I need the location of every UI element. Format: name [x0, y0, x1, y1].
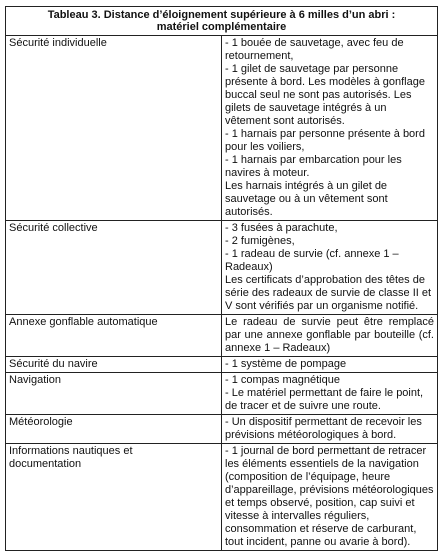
- row-category-cell: [6, 36, 222, 221]
- row-content-line: Les harnais intégrés à un gilet de sauvetage ou à un vêtement sont autorisés.: [225, 180, 388, 218]
- table-caption: [6, 7, 438, 36]
- row-content-line: - 1 compas magnétique: [225, 374, 340, 386]
- row-content-line: - 1 journal de bord permettant de retracer les éléments essentiels de la navigation (composition de l’équipage, heure d’appareillage, prévisions météorologiques et temps observé, position, cap suivi et vitesse à intervalles réguliers, consommation et réserve de carburant, tout incident, panne ou avarie à bord).: [225, 445, 434, 548]
- table-row: [6, 444, 438, 551]
- row-category-cell: [6, 357, 222, 373]
- row-content-line: - Le matériel permettant de faire le point, de tracer et de suivre une route.: [225, 387, 424, 412]
- table-row: [6, 373, 438, 415]
- row-content-line: - 2 fumigènes,: [225, 235, 295, 247]
- row-content-line: - 1 gilet de sauvetage par personne présente à bord. Les modèles à gonflage buccal seul ne sont pas autorisés. Les gilets de sauvetage intégrés à un vêtement sont autorisés.: [225, 63, 425, 127]
- table-body: [6, 36, 438, 551]
- table-caption-line-1: Tableau 3. Distance d’éloignement supérieure à 6 milles d’un abri :: [47, 9, 396, 21]
- table-row: [6, 415, 438, 444]
- row-category-label: Annexe gonflable automatique: [9, 316, 158, 328]
- row-category-cell: [6, 373, 222, 415]
- row-content-line: - 1 système de pompage: [225, 358, 347, 370]
- row-content-cell: [222, 357, 438, 373]
- row-content-cell: [222, 415, 438, 444]
- row-category-cell: [6, 415, 222, 444]
- row-category-cell: [6, 444, 222, 551]
- row-category-label: Sécurité du navire: [9, 358, 98, 370]
- row-category-label: Météorologie: [9, 416, 73, 428]
- table-caption-row: [6, 7, 438, 36]
- row-content-line: - 1 bouée de sauvetage, avec feu de retournement,: [225, 37, 404, 62]
- table-row: [6, 315, 438, 357]
- row-category-label: Sécurité individuelle: [9, 37, 107, 49]
- row-content-cell: [222, 315, 438, 357]
- row-content-line: Le radeau de survie peut être remplacé par une annexe gonflable par bouteille (cf. annexe 1 – Radeaux): [225, 316, 434, 354]
- row-content-cell: [222, 36, 438, 221]
- table-row: [6, 221, 438, 315]
- table-caption-line-2: matériel complémentaire: [156, 21, 287, 33]
- row-content-line: - 1 harnais par personne présente à bord pour les voiliers,: [225, 128, 425, 153]
- row-content-cell: [222, 444, 438, 551]
- row-content-line: - 1 radeau de survie (cf. annexe 1 – Radeaux): [225, 248, 399, 273]
- row-content-line: - 1 harnais par embarcation pour les navires à moteur.: [225, 154, 402, 179]
- row-content-line: - 3 fusées à parachute,: [225, 222, 338, 234]
- row-category-cell: [6, 315, 222, 357]
- row-content-cell: [222, 221, 438, 315]
- row-category-label: Informations nautiques et documentation: [9, 445, 133, 470]
- row-category-label: Navigation: [9, 374, 61, 386]
- table-row: [6, 36, 438, 221]
- row-content-line: - Un dispositif permettant de recevoir les prévisions météorologiques à bord.: [225, 416, 422, 441]
- row-content-cell: [222, 373, 438, 415]
- table-row: [6, 357, 438, 373]
- row-category-label: Sécurité collective: [9, 222, 98, 234]
- row-category-cell: [6, 221, 222, 315]
- row-content-line: Les certificats d’approbation des têtes de série des radeaux de survie de classe II et V sont vérifiés par un organisme notifié.: [225, 274, 432, 312]
- equipment-table: [5, 6, 438, 551]
